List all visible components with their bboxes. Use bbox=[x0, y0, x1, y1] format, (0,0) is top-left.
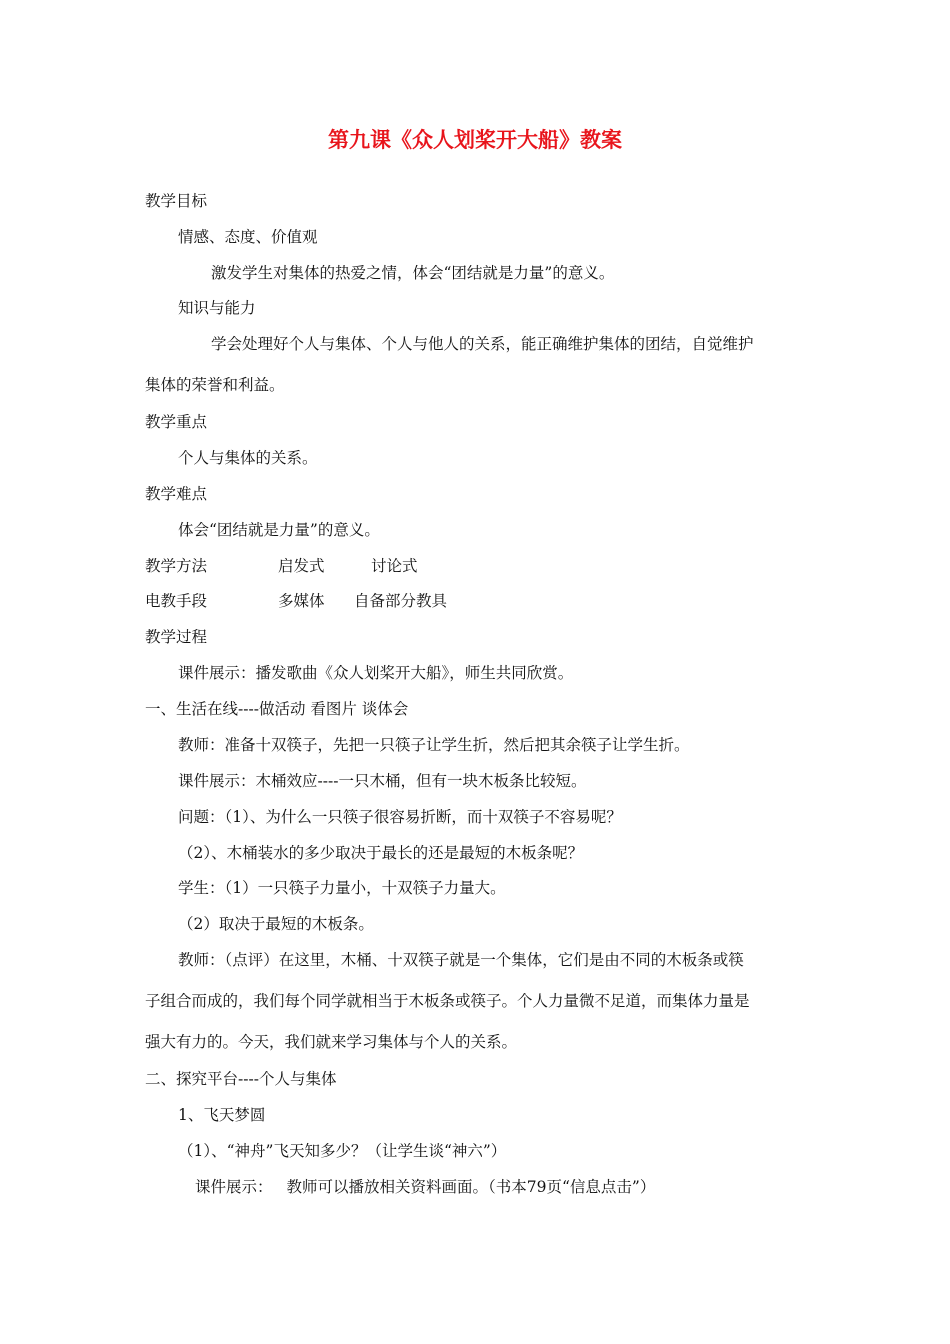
methods-item-2: 讨论式 bbox=[371, 557, 418, 575]
emotion-heading: 情感、态度、价值观 bbox=[178, 228, 318, 246]
question-line-2: （2）、木桶装水的多少取决于最长的还是最短的木板条呢？ bbox=[178, 844, 584, 862]
question-line-1: 问题：（1）、为什么一只筷子很容易折断，而十双筷子不容易呢？ bbox=[178, 808, 622, 826]
subsection-1-heading: 1、飞天梦圆 bbox=[178, 1106, 266, 1124]
emotion-text: 激发学生对集体的热爱之情，体会“团结就是力量”的意义。 bbox=[211, 264, 615, 282]
knowledge-heading: 知识与能力 bbox=[178, 299, 256, 317]
teacher-comment-line-2: 子组合而成的，我们每个同学就相当于木板条或筷子。个人力量微不足道，而集体力量是 bbox=[145, 992, 750, 1010]
teacher-comment-line-3: 强大有力的。今天，我们就来学习集体与个人的关系。 bbox=[145, 1033, 518, 1051]
media-item-2: 自备部分教具 bbox=[354, 592, 448, 610]
courseware-line-1: 课件展示：木桶效应----一只木桶，但有一块木板条比较短。 bbox=[178, 772, 587, 790]
courseware-text: 教师可以播放相关资料画面。（书本79页“信息点击”） bbox=[286, 1178, 656, 1196]
courseware-label: 课件展示： bbox=[195, 1178, 273, 1196]
process-heading: 教学过程 bbox=[145, 628, 208, 646]
page-title: 第九课《众人划桨开大船》教案 bbox=[328, 128, 622, 152]
media-item-1: 多媒体 bbox=[278, 592, 325, 610]
teacher-line-1: 教师：准备十双筷子，先把一只筷子让学生折，然后把其余筷子让学生折。 bbox=[178, 736, 690, 754]
student-line-1: 学生：（1）一只筷子力量小，十双筷子力量大。 bbox=[178, 879, 506, 897]
methods-heading: 教学方法 bbox=[145, 557, 208, 575]
subsection-1-question: （1）、“神舟”飞天知多少？（让学生谈“神六”） bbox=[178, 1142, 507, 1160]
difficulty-text: 体会“团结就是力量”的意义。 bbox=[178, 521, 380, 539]
section-2-heading: 二、探究平台----个人与集体 bbox=[145, 1070, 337, 1088]
methods-item-1: 启发式 bbox=[278, 557, 325, 575]
teacher-comment-line-1: 教师：（点评）在这里，木桶、十双筷子就是一个集体，它们是由不同的木板条或筷 bbox=[178, 951, 744, 969]
media-heading: 电教手段 bbox=[145, 592, 208, 610]
key-point-heading: 教学重点 bbox=[145, 413, 208, 431]
courseware-line-2 bbox=[195, 1176, 655, 1198]
objectives-heading: 教学目标 bbox=[145, 192, 208, 210]
student-line-2: （2）取决于最短的木板条。 bbox=[178, 915, 374, 933]
knowledge-text-line-2: 集体的荣誉和利益。 bbox=[145, 376, 285, 394]
difficulty-heading: 教学难点 bbox=[145, 485, 208, 503]
key-point-text: 个人与集体的关系。 bbox=[178, 449, 318, 467]
knowledge-text-line-1: 学会处理好个人与集体、个人与他人的关系，能正确维护集体的团结，自觉维护 bbox=[211, 335, 754, 353]
section-1-heading: 一、生活在线----做活动 看图片 谈体会 bbox=[145, 700, 409, 718]
process-intro: 课件展示：播发歌曲《众人划桨开大船》，师生共同欣赏。 bbox=[178, 664, 574, 682]
